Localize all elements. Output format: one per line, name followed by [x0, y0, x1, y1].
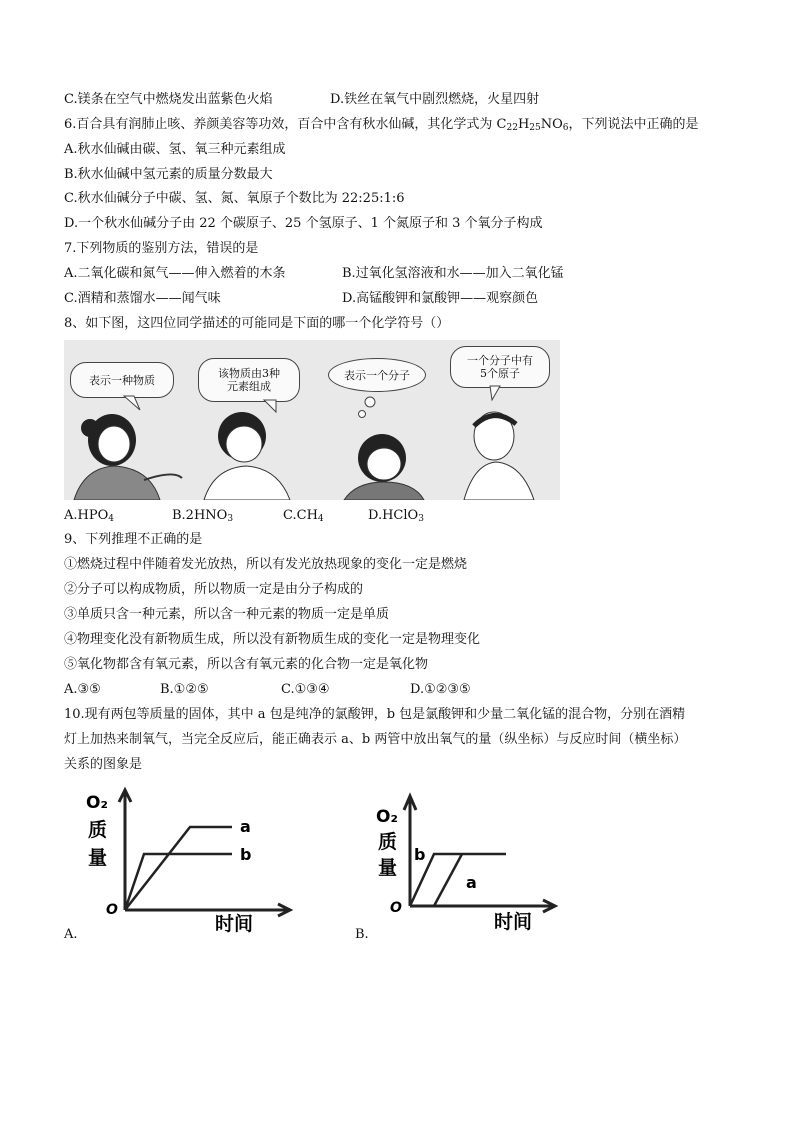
graph-b [370, 782, 570, 942]
q5-option-c: C.镁条在空气中燃烧发出蓝紫色火焰 [64, 92, 273, 107]
q8-option-a: $A.HPO_4$ [64, 508, 114, 524]
graph-a-label-a: a [240, 817, 251, 836]
graph-b-label-a: a [466, 873, 477, 892]
graph-b-xlabel: 时间 [494, 911, 533, 933]
q6-option-a: A.秋水仙碱由碳、氢、氧三种元素组成 [64, 142, 286, 157]
graph-b-ylabel-zhi: 质 [378, 831, 398, 853]
speech-bubble-1: 表示一种物质 [70, 362, 174, 398]
q9-statement-2: ②分子可以构成物质，所以物质一定是由分子构成的 [64, 582, 364, 597]
thought-bubble-3: 表示一个分子 [328, 358, 426, 392]
q7-stem: 7.下列物质的鉴别方法，错误的是 [64, 241, 259, 256]
graph-a-origin: O [106, 902, 118, 918]
graph-a-ylabel-o2: O₂ [86, 793, 108, 813]
q10-stem-line-2: 灯上加热来制氧气，当完全反应后，能正确表示 a、b 两管中放出氧气的量（纵坐标）与反应时间（横坐标） [64, 732, 687, 747]
graph-b-ylabel-o2: O₂ [376, 807, 398, 827]
q6-option-c: C.秋水仙碱分子中碳、氢、氮、氧原子个数比为 22:25:1:6 [64, 191, 405, 206]
q7-option-c: C.酒精和蒸馏水——闻气味 [64, 291, 221, 306]
q8-option-c: $C.CH_4$ [283, 508, 324, 524]
q9-statement-5: ⑤氧化物都含有氧元素，所以含有氧元素的化合物一定是氧化物 [64, 657, 429, 672]
q10-stem-line-3: 关系的图象是 [64, 757, 143, 772]
q7-option-a: A.二氧化碳和氮气——伸入燃着的木条 [64, 266, 286, 281]
q9-statement-3: ③单质只含一种元素，所以含一种元素的物质一定是单质 [64, 607, 390, 622]
q6-stem: 6.百合具有润肺止咳、养颜美容等功效，百合中含有秋水仙碱，其化学式为 $C_{22}H_{25}NO_6$，下列说法中正确的是 [64, 117, 699, 133]
q7-option-b: B.过氧化氢溶液和水——加入二氧化锰 [342, 266, 564, 281]
speech-bubble-4: 一个分子中有 5个原子 [450, 346, 550, 388]
q9-option-d: D.①②③⑤ [410, 682, 471, 697]
graph-a-ylabel-zhi: 质 [88, 819, 108, 841]
q9-option-a: A.③⑤ [64, 682, 101, 697]
q10-stem-line-1: 10.现有两包等质量的固体，其中 a 包是纯净的氯酸钾，b 包是氯酸钾和少量二氧化锰的混合物，分别在酒精 [64, 707, 686, 722]
q9-stem: 9、下列推理不正确的是 [64, 532, 203, 547]
graph-a-label-b: b [240, 845, 252, 864]
graph-a-xlabel: 时间 [215, 913, 254, 935]
graph-b-caption: B. [355, 927, 369, 942]
q6-option-d: D.一个秋水仙碱分子由 22 个碳原子、25 个氢原子、1 个氮原子和 3 个氧分子构成 [64, 216, 543, 231]
q9-statement-1: ①燃烧过程中伴随着发光放热，所以有发光放热现象的变化一定是燃烧 [64, 557, 468, 572]
graph-b-label-b: b [414, 845, 426, 864]
graph-a-ylabel-liang: 量 [88, 847, 108, 869]
q8-cartoon-figure [64, 340, 560, 500]
q5-option-d: D.铁丝在氧气中剧烈燃烧，火星四射 [330, 92, 540, 107]
speech-bubble-2: 该物质由3种 元素组成 [198, 358, 300, 402]
q9-option-b: B.①②⑤ [160, 682, 209, 697]
q8-option-b: $B.2HNO_3$ [172, 508, 234, 524]
cartoon-people-illustration [64, 340, 560, 500]
q9-option-c: C.①③④ [281, 682, 330, 697]
q6-option-b: B.秋水仙碱中氢元素的质量分数最大 [64, 167, 273, 182]
graph-a-caption: A. [64, 927, 78, 942]
q8-stem: 8、如下图，这四位同学描述的可能同是下面的哪一个化学符号（） [64, 316, 450, 331]
graph-b-ylabel-liang: 量 [378, 857, 398, 879]
graph-b-origin: O [390, 900, 402, 916]
q7-option-d: D.高锰酸钾和氯酸钾——观察颜色 [342, 291, 539, 306]
q9-statement-4: ④物理变化没有新物质生成，所以没有新物质生成的变化一定是物理变化 [64, 632, 481, 647]
q8-option-d: D.HClO$_3$ [368, 508, 424, 524]
graph-a [80, 782, 310, 942]
